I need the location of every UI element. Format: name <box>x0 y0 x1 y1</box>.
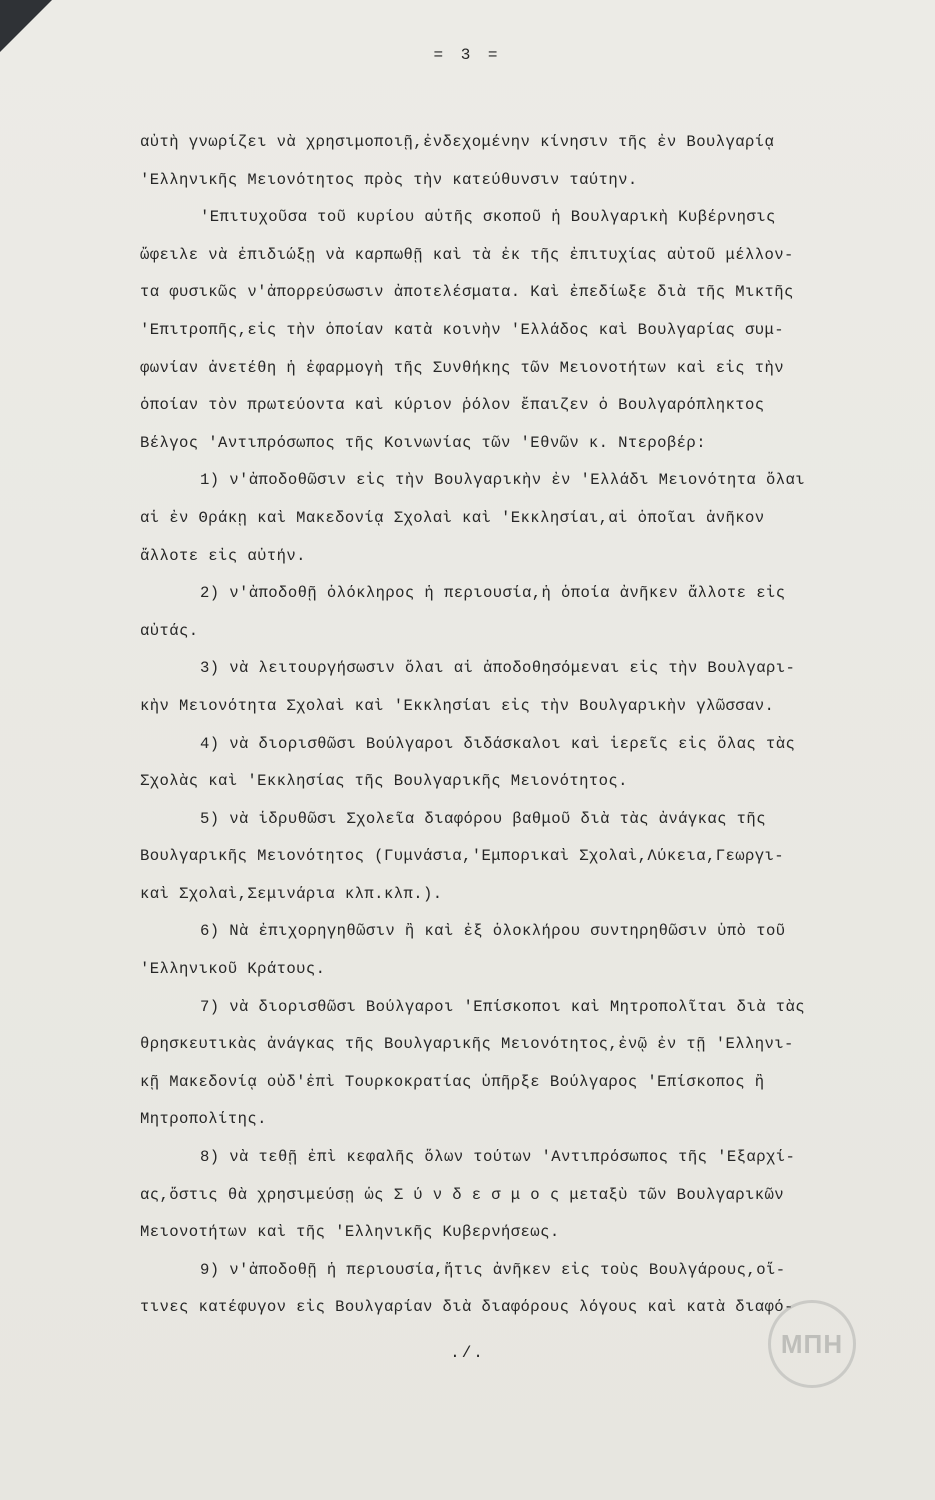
continuation-mark: ./. <box>450 1344 485 1362</box>
text-line: 6) Νὰ ἐπιχορηγηθῶσιν ἢ καὶ ἐξ ὁλοκλήρου συντηρηθῶσιν ὑπὸ τοῦ <box>200 922 786 941</box>
folded-corner <box>0 0 52 52</box>
text-line: Σχολὰς καὶ 'Εκκλησίας τῆς Βουλγαρικῆς Μειονότητος. <box>140 772 628 791</box>
text-line: 'Επιτυχοῦσα τοῦ κυρίου αὐτῆς σκοποῦ ἡ Βουλγαρικὴ Κυβέρνησις <box>200 208 776 227</box>
text-line: καὶ Σχολαὶ,Σεμινάρια κλπ.κλπ.). <box>140 884 443 903</box>
text-line: Βέλγος 'Αντιπρόσωπος τῆς Κοινωνίας τῶν 'Εθνῶν κ. Ντεροβέρ: <box>140 433 706 452</box>
text-line: ας,ὅστις θὰ χρησιμεύσῃ ὡς Σ ύ ν δ ε σ μ ο ς μεταξὺ τῶν Βουλγαρικῶν <box>140 1185 785 1204</box>
text-line: 8) νὰ τεθῇ ἐπὶ κεφαλῆς ὅλων τούτων 'Αντιπρόσωπος τῆς 'Εξαρχί- <box>200 1148 796 1167</box>
body-text <box>140 124 930 1327</box>
text-line: τινες κατέφυγον εἰς Βουλγαρίαν διὰ διαφόρους λόγους καὶ κατὰ διαφό- <box>140 1298 794 1317</box>
text-line: αἱ ἐν Θράκῃ καὶ Μακεδονίᾳ Σχολαὶ καὶ 'Εκκλησίαι,αἱ ὁποῖαι ἀνῆκον <box>140 508 765 527</box>
text-line: 5) νὰ ἱδρυθῶσι Σχολεῖα διαφόρου βαθμοῦ διὰ τὰς ἀνάγκας τῆς <box>200 809 766 828</box>
text-line: 1) ν'ἀποδοθῶσιν εἰς τὴν Βουλγαρικὴν ἐν 'Ελλάδι Μειονότητα ὅλαι <box>200 471 805 490</box>
text-line: 'Ελληνικοῦ Κράτους. <box>140 960 326 979</box>
text-line: 2) ν'ἀποδοθῇ ὁλόκληρος ἡ περιουσία,ἡ ὁποία ἀνῆκεν ἄλλοτε εἰς <box>200 584 786 603</box>
text-line: Μειονοτήτων καὶ τῆς 'Ελληνικῆς Κυβερνήσεως. <box>140 1223 560 1242</box>
text-line: Μητροπολίτης. <box>140 1110 267 1129</box>
page-number: = 3 = <box>433 46 502 64</box>
text-line: ἄλλοτε εἰς αὐτήν. <box>140 546 306 565</box>
text-line: φωνίαν ἀνετέθη ἡ ἐφαρμογὴ τῆς Συνθήκης τῶν Μειονοτήτων καὶ εἰς τὴν <box>140 358 785 377</box>
text-line: 3) νὰ λειτουργήσωσιν ὅλαι αἱ ἀποδοθησόμεναι εἰς τὴν Βουλγαρι- <box>200 659 796 678</box>
text-line: 4) νὰ διορισθῶσι Βούλγαροι διδάσκαλοι καὶ ἱερεῖς εἰς ὅλας τὰς <box>200 734 796 753</box>
text-line: αὐτάς. <box>140 621 199 640</box>
text-line: κὴν Μειονότητα Σχολαὶ καὶ 'Εκκλησίαι εἰς τὴν Βουλγαρικὴν γλῶσσαν. <box>140 696 775 715</box>
text-line: θρησκευτικὰς ἀνάγκας τῆς Βουλγαρικῆς Μειονότητος,ἐνῷ ἐν τῇ 'Ελληνι- <box>140 1035 794 1054</box>
text-line: αὐτὴ γνωρίζει νὰ χρησιμοποιῇ,ἐνδεχομένην κίνησιν τῆς ἐν Βουλγαρίᾳ <box>140 133 775 151</box>
text-line: Βουλγαρικῆς Μειονότητος (Γυμνάσια,'Εμπορικαὶ Σχολαὶ,Λύκεια,Γεωργι- <box>140 847 785 866</box>
text-line: 9) ν'ἀποδοθῇ ἡ περιουσία,ἥτις ἀνῆκεν εἰς τοὺς Βουλγάρους,οἵ- <box>200 1260 786 1279</box>
text-line: 'Ελληνικῆς Μειονότητος πρὸς τὴν κατεύθυνσιν ταύτην. <box>140 170 638 189</box>
text-line: 7) νὰ διορισθῶσι Βούλγαροι 'Επίσκοποι καὶ Μητροπολῖται διὰ τὰς <box>200 997 805 1016</box>
text-line: τα φυσικῶς ν'ἀπορρεύσωσιν ἀποτελέσματα. Καὶ ἐπεδίωξε διὰ τῆς Μικτῆς <box>140 283 794 302</box>
text-line: 'Επιτροπῆς,εἰς τὴν ὁποίαν κατὰ κοινὴν 'Ελλάδος καὶ Βουλγαρίας συμ- <box>140 320 785 339</box>
text-line: κῇ Μακεδονίᾳ οὐδ'ἐπὶ Τουρκοκρατίας ὑπῆρξε Βούλγαρος 'Επίσκοπος ἢ <box>140 1072 765 1091</box>
archive-stamp: ΜΠΗ <box>768 1300 856 1388</box>
text-line: ὁποίαν τὸν πρωτεύοντα καὶ κύριον ῥόλον ἔπαιζεν ὁ Βουλγαρόπληκτος <box>140 396 765 415</box>
text-line: ὤφειλε νὰ ἐπιδιώξῃ νὰ καρπωθῇ καὶ τὰ ἐκ τῆς ἐπιτυχίας αὐτοῦ μέλλον- <box>140 245 794 264</box>
